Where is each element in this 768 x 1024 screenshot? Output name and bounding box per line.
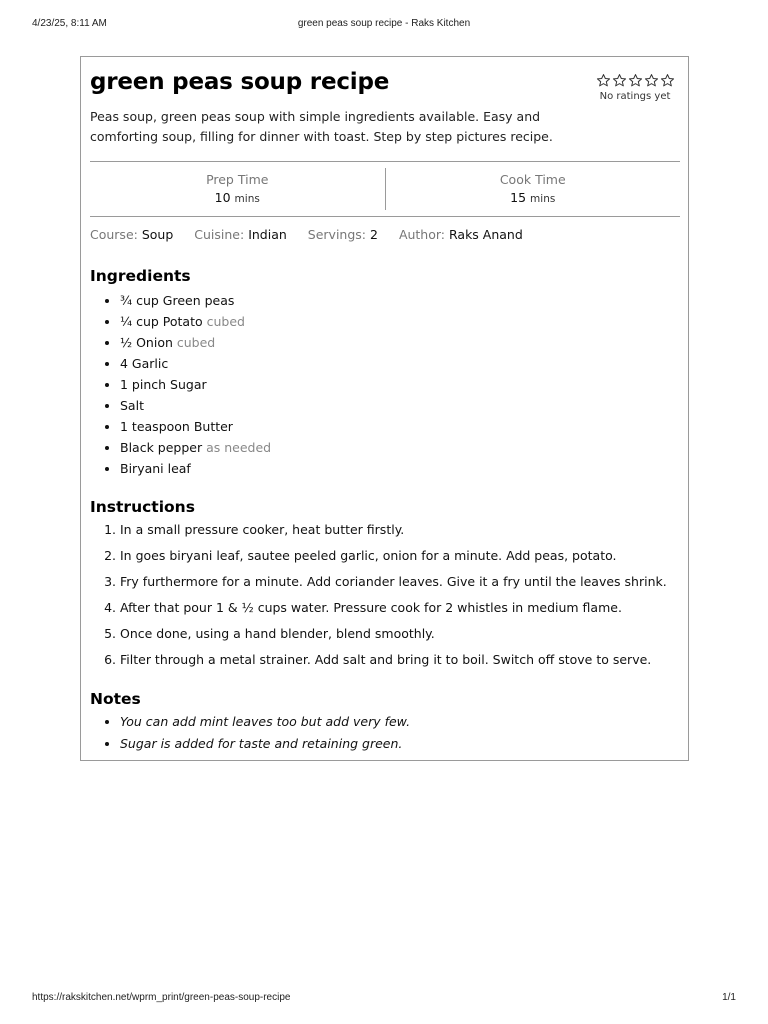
note-item: • Sugar is added for taste and retaining green.: [120, 734, 410, 756]
star-outline-icon[interactable]: [644, 73, 659, 88]
star-outline-icon[interactable]: [612, 73, 627, 88]
print-header: [32, 18, 736, 32]
ingredient-text: 4 Garlic: [120, 356, 169, 371]
prep-time-unit: mins: [234, 193, 260, 205]
cuisine-label: Cuisine:: [194, 227, 245, 242]
ingredient-item: [120, 311, 271, 332]
ingredient-notes: cubed: [206, 314, 245, 329]
instruction-step: 1. In a small pressure cooker, heat butter firstly.: [120, 520, 667, 546]
ingredient-text: 1 pinch Sugar: [120, 377, 207, 392]
servings-label: Servings:: [307, 227, 367, 242]
print-url: https://rakskitchen.net/wprm_print/green-peas-soup-recipe: [32, 992, 291, 1003]
star-outline-icon[interactable]: [596, 73, 611, 88]
print-footer: [32, 992, 736, 1006]
recipe-times: [90, 161, 680, 217]
ingredient-notes: cubed: [176, 335, 216, 350]
ingredients-heading: Ingredients: [90, 267, 191, 285]
ingredient-text: Salt: [120, 398, 144, 413]
print-page-title: green peas soup recipe - Raks Kitchen: [297, 18, 471, 29]
recipe-summary: Peas soup, green peas soup with simple ingredients available. Easy and comforting soup, filling for dinner with toast. Step by step pictures recipe.: [90, 109, 553, 144]
prep-time-label: Prep Time: [206, 172, 269, 187]
ingredient-text: Biryani leaf: [120, 461, 191, 476]
ingredient-item: [120, 374, 271, 395]
cook-time-unit: mins: [530, 193, 556, 205]
instruction-step: 3. Fry furthermore for a minute. Add coriander leaves. Give it a fry until the leaves shrink.: [120, 572, 667, 598]
ingredient-text: 1 teaspoon Butter: [120, 419, 233, 434]
ingredient-text: Black pepper: [120, 440, 203, 455]
ingredient-item: [120, 416, 271, 437]
recipe-meta: [90, 227, 540, 242]
ingredient-text: ¾ cup Green peas: [120, 293, 235, 308]
servings-value: 2: [370, 227, 378, 242]
course-value: Soup: [141, 227, 174, 242]
prep-time: [90, 168, 386, 210]
ingredient-item: [120, 290, 271, 311]
ingredient-item: [120, 458, 271, 479]
cuisine-value: Indian: [248, 227, 287, 242]
instructions-heading: Instructions: [90, 498, 195, 516]
cuisine: [194, 227, 291, 242]
note-item: • You can add mint leaves too but add very few.: [120, 712, 410, 734]
ingredient-item: [120, 395, 271, 416]
ingredient-text: ¼ cup Potato: [120, 314, 203, 329]
print-datetime: 4/23/25, 8:11 AM: [32, 18, 107, 29]
author-label: Author:: [398, 227, 446, 242]
author-value: Raks Anand: [449, 227, 523, 242]
cook-time-amount: 15: [510, 190, 527, 205]
recipe-title: green peas soup recipe: [90, 69, 390, 95]
star-outline-icon[interactable]: [660, 73, 675, 88]
instructions-list: [90, 520, 667, 676]
instruction-step: 2. In goes biryani leaf, sautee peeled garlic, onion for a minute. Add peas, potato.: [120, 546, 667, 572]
rating-stars[interactable]: [590, 73, 680, 88]
instruction-step: 6. Filter through a metal strainer. Add salt and bring it to boil. Switch off stove to serve.: [120, 650, 667, 676]
recipe-card: [80, 56, 689, 761]
notes-list: [90, 712, 410, 756]
servings: [308, 227, 382, 242]
ingredient-text: ½ Onion: [120, 335, 173, 350]
ingredient-item: [120, 332, 271, 353]
notes-heading: Notes: [90, 690, 141, 708]
ingredient-item: [120, 353, 271, 374]
star-outline-icon[interactable]: [628, 73, 643, 88]
ingredient-notes: as needed: [206, 440, 272, 455]
rating-text: No ratings yet: [599, 91, 671, 102]
author: [399, 227, 523, 242]
course-label: Course:: [90, 227, 138, 242]
cook-time: [386, 168, 681, 210]
print-page-number: 1/1: [722, 992, 736, 1003]
ingredients-list: [90, 290, 271, 479]
instruction-step: 5. Once done, using a hand blender, blend smoothly.: [120, 624, 667, 650]
prep-time-amount: 10: [214, 190, 231, 205]
cook-time-label: Cook Time: [499, 172, 566, 187]
ingredient-item: [120, 437, 271, 458]
instruction-step: 4. After that pour 1 & ½ cups water. Pressure cook for 2 whistles in medium flame.: [120, 598, 667, 624]
recipe-rating[interactable]: [590, 73, 680, 102]
course: [90, 227, 177, 242]
